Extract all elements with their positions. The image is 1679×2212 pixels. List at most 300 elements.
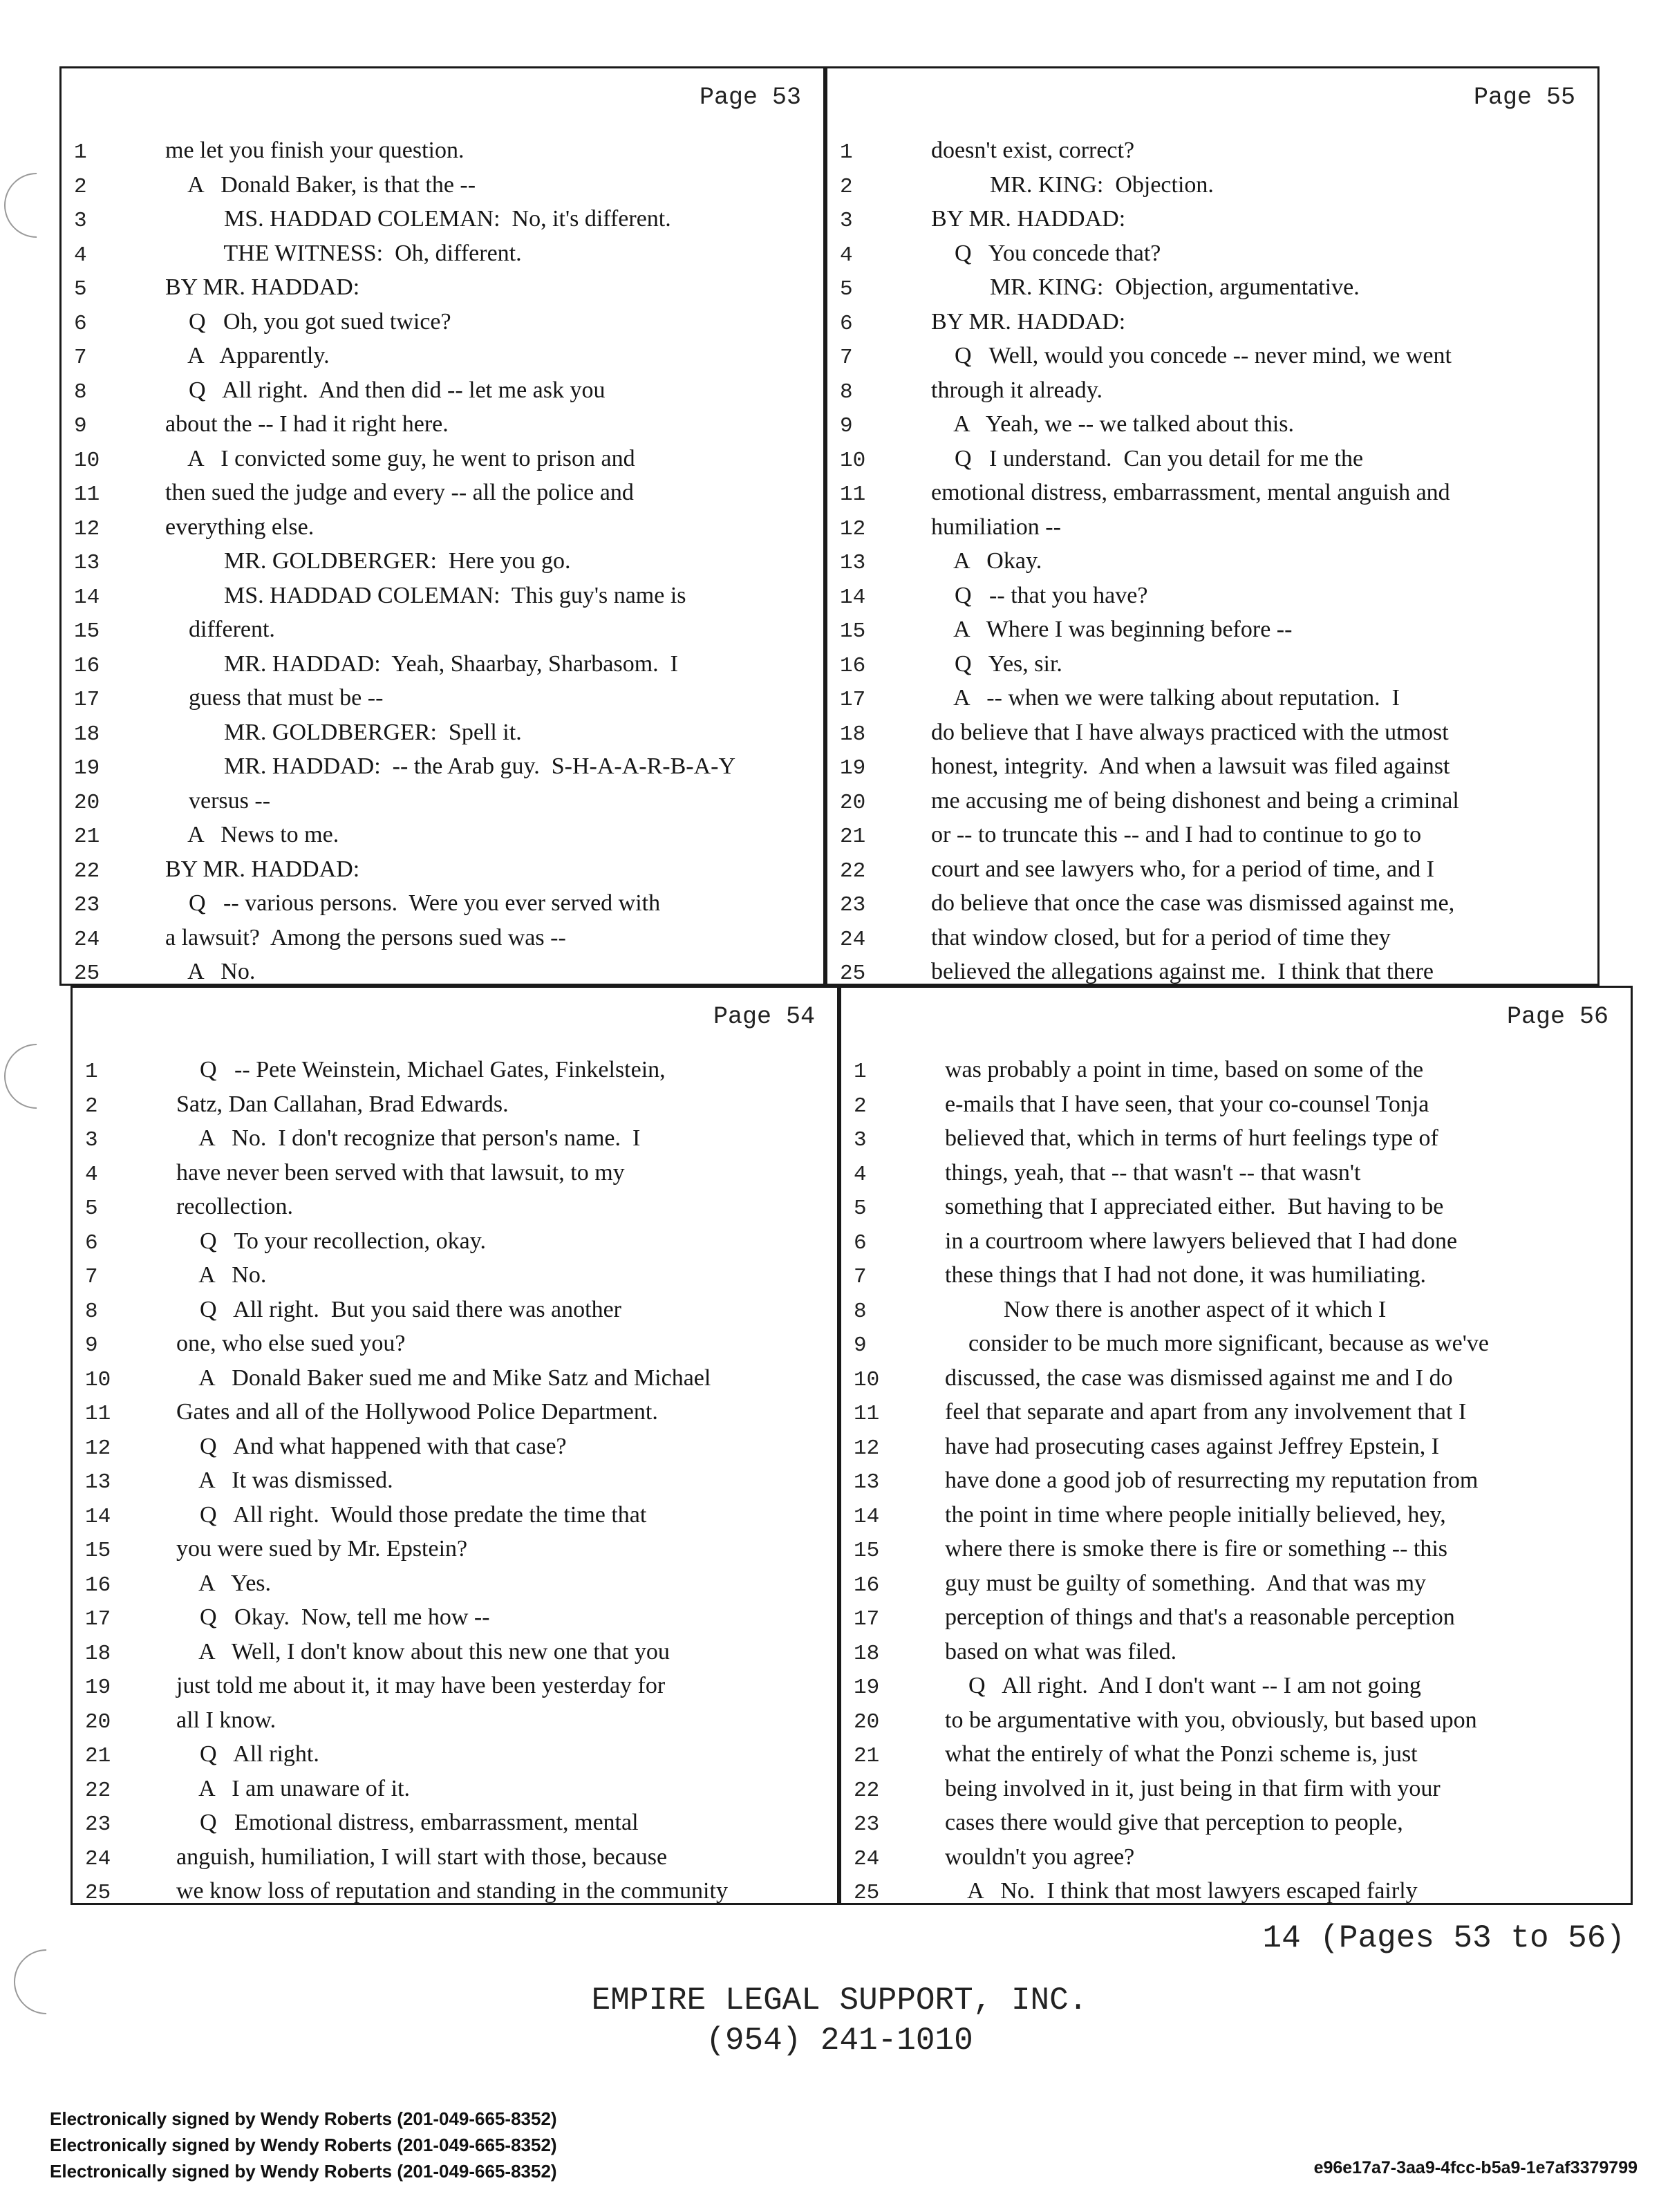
line-text: Q I understand. Can you detail for me the — [931, 445, 1364, 471]
transcript-line — [841, 1123, 1631, 1157]
line-number: 24 — [840, 927, 866, 952]
transcript-line — [62, 477, 823, 512]
transcript-line — [73, 1636, 837, 1671]
transcript-line — [841, 1841, 1631, 1876]
transcript-quadrant-page-55 — [825, 66, 1600, 986]
line-text: BY MR. HADDAD: — [165, 274, 360, 300]
transcript-line — [827, 477, 1597, 512]
line-text: these things that I had not done, it was humiliating. — [945, 1262, 1426, 1288]
line-text: honest, integrity. And when a lawsuit was filed against — [931, 753, 1450, 779]
line-text: believed that, which in terms of hurt feelings type of — [945, 1125, 1438, 1151]
line-number: 3 — [840, 209, 853, 233]
page-label: Page 54 — [713, 1003, 815, 1031]
line-number: 18 — [74, 722, 100, 747]
line-number: 10 — [74, 448, 100, 473]
line-number: 19 — [854, 1676, 880, 1700]
line-text: consider to be much more significant, because as we've — [945, 1331, 1489, 1356]
line-text: A No. — [165, 959, 256, 984]
transcript-line — [73, 1499, 837, 1534]
line-number: 7 — [85, 1265, 98, 1289]
line-number: 13 — [854, 1470, 880, 1494]
transcript-line — [827, 922, 1597, 957]
line-text: Q -- various persons. Were you ever served with — [165, 890, 661, 916]
line-number: 9 — [840, 414, 853, 438]
line-text: guess that must be -- — [165, 685, 384, 711]
line-text: cases there would give that perception to people, — [945, 1810, 1403, 1835]
transcript-quadrant-page-56 — [839, 986, 1633, 1905]
line-number: 3 — [854, 1128, 867, 1152]
line-text: Q Okay. Now, tell me how -- — [176, 1604, 490, 1630]
transcript-line — [62, 819, 823, 854]
line-text: Q Oh, you got sued twice? — [165, 308, 451, 335]
line-number: 11 — [85, 1402, 111, 1426]
line-text: versus -- — [165, 787, 271, 814]
line-text: MS. HADDAD COLEMAN: No, it's different. — [165, 206, 671, 232]
transcript-line — [827, 375, 1597, 409]
line-text: MR. GOLDBERGER: Here you go. — [165, 548, 571, 574]
transcript-line — [62, 888, 823, 922]
transcript-line — [827, 785, 1597, 820]
transcript-line — [841, 1157, 1631, 1192]
line-text: have never been served with that lawsuit, to my — [176, 1159, 625, 1185]
line-number: 21 — [85, 1744, 111, 1768]
transcript-line — [827, 751, 1597, 785]
line-number: 11 — [854, 1402, 880, 1426]
line-text: Q Emotional distress, embarrassment, mental — [176, 1810, 639, 1835]
line-text: through it already. — [931, 377, 1103, 403]
transcript-line — [73, 1191, 837, 1226]
transcript-line — [73, 1396, 837, 1431]
transcript-line — [62, 785, 823, 820]
company-name: EMPIRE LEGAL SUPPORT, INC. — [591, 1983, 1088, 2018]
line-number: 5 — [85, 1197, 98, 1221]
line-text: A Yes. — [176, 1570, 272, 1596]
line-number: 20 — [840, 790, 866, 815]
line-number: 20 — [74, 790, 100, 815]
line-text: being involved in it, just being in that firm with your — [945, 1775, 1441, 1801]
line-text: Q -- that you have? — [931, 582, 1148, 608]
line-text: different. — [165, 617, 275, 642]
transcript-line — [73, 1465, 837, 1499]
line-number: 4 — [85, 1162, 98, 1187]
electronic-signature-line: Electronically signed by Wendy Roberts (201-049-665-8352) — [50, 2161, 557, 2182]
line-number: 2 — [74, 174, 87, 199]
line-text: A Well, I don't know about this new one that you — [176, 1638, 670, 1665]
line-number: 22 — [840, 859, 866, 883]
line-text: one, who else sued you? — [176, 1331, 406, 1356]
line-text: Q All right. Would those predate the time that — [176, 1501, 647, 1528]
line-number: 15 — [85, 1539, 111, 1563]
transcript-line — [841, 1396, 1631, 1431]
line-number: 18 — [840, 722, 866, 747]
transcript-line — [73, 1328, 837, 1362]
transcript-line — [827, 614, 1597, 648]
line-text: in a courtroom where lawyers believed that I had done — [945, 1228, 1458, 1254]
line-number: 21 — [74, 825, 100, 849]
line-number: 19 — [840, 756, 866, 780]
electronic-signature-line: Electronically signed by Wendy Roberts (201-049-665-8352) — [50, 2108, 557, 2129]
transcript-line — [73, 1226, 837, 1260]
line-number: 9 — [74, 414, 87, 438]
line-number: 2 — [854, 1094, 867, 1118]
line-number: 3 — [85, 1128, 98, 1152]
line-number: 23 — [74, 893, 100, 917]
transcript-line — [841, 1807, 1631, 1841]
transcript-line — [841, 1568, 1631, 1602]
line-number: 15 — [854, 1539, 880, 1563]
line-text: Q You concede that? — [931, 240, 1161, 266]
company-phone: (954) 241-1010 — [706, 2022, 973, 2059]
line-number: 18 — [85, 1641, 111, 1666]
transcript-line — [73, 1431, 837, 1465]
transcript-line — [841, 1738, 1631, 1773]
transcript-line — [73, 1670, 837, 1705]
transcript-line — [827, 409, 1597, 443]
line-text: the point in time where people initially believed, hey, — [945, 1501, 1446, 1528]
line-number: 1 — [854, 1060, 867, 1084]
transcript-line — [62, 443, 823, 478]
line-text: about the -- I had it right here. — [165, 411, 449, 437]
line-text: do believe that I have always practiced with the utmost — [931, 719, 1449, 745]
line-number: 19 — [74, 756, 100, 780]
line-number: 4 — [854, 1162, 867, 1187]
line-number: 20 — [854, 1709, 880, 1734]
transcript-line — [73, 1054, 837, 1089]
line-number: 13 — [840, 551, 866, 575]
transcript-line — [62, 409, 823, 443]
transcript-line — [73, 1705, 837, 1739]
line-text: A Donald Baker sued me and Mike Satz and Michael — [176, 1365, 711, 1391]
transcript-line — [841, 1465, 1631, 1499]
line-number: 17 — [840, 688, 866, 712]
line-text: A No. I don't recognize that person's name. I — [176, 1125, 641, 1151]
line-number: 13 — [74, 551, 100, 575]
line-text: Q And what happened with that case? — [176, 1433, 567, 1459]
transcript-line — [841, 1328, 1631, 1362]
line-text: anguish, humiliation, I will start with those, because — [176, 1844, 668, 1870]
line-number: 5 — [854, 1197, 867, 1221]
line-text: just told me about it, it may have been yesterday for — [176, 1673, 666, 1698]
line-number: 24 — [85, 1846, 111, 1871]
line-number: 7 — [74, 346, 87, 370]
line-number: 21 — [840, 825, 866, 849]
line-number: 1 — [85, 1060, 98, 1084]
line-text: to be argumentative with you, obviously, but based upon — [945, 1707, 1477, 1733]
line-number: 24 — [854, 1846, 880, 1871]
line-text: BY MR. HADDAD: — [931, 206, 1126, 232]
transcript-lines — [841, 1054, 1631, 1910]
line-number: 10 — [854, 1367, 880, 1392]
line-text: BY MR. HADDAD: — [931, 308, 1126, 335]
line-number: 3 — [74, 209, 87, 233]
line-text: based on what was filed. — [945, 1638, 1177, 1665]
transcript-line — [62, 717, 823, 751]
transcript-line — [73, 1533, 837, 1568]
transcript-line — [73, 1157, 837, 1192]
line-text: recollection. — [176, 1194, 293, 1219]
transcript-line — [73, 1841, 837, 1876]
line-text: Q Well, would you concede -- never mind, we went — [931, 343, 1452, 368]
line-number: 5 — [840, 277, 853, 301]
line-number: 8 — [854, 1299, 867, 1324]
transcript-line — [62, 545, 823, 580]
line-text: A I am unaware of it. — [176, 1775, 411, 1801]
transcript-line — [841, 1636, 1631, 1671]
transcript-line — [841, 1602, 1631, 1636]
transcript-line — [827, 203, 1597, 238]
line-text: Gates and all of the Hollywood Police Department. — [176, 1399, 658, 1425]
line-number: 11 — [840, 482, 866, 507]
transcript-line — [827, 545, 1597, 580]
transcript-line — [827, 648, 1597, 683]
line-number: 1 — [840, 140, 853, 165]
transcript-line — [841, 1362, 1631, 1397]
line-text: A Where I was beginning before -- — [931, 617, 1293, 642]
transcript-line — [841, 1431, 1631, 1465]
line-text: A No. I think that most lawyers escaped fairly — [945, 1878, 1418, 1904]
transcript-line — [827, 443, 1597, 478]
transcript-line — [62, 203, 823, 238]
line-text: guy must be guilty of something. And that was my — [945, 1570, 1427, 1596]
line-text: THE WITNESS: Oh, different. — [165, 240, 522, 266]
line-number: 6 — [840, 311, 853, 336]
line-text: believed the allegations against me. I think that there — [931, 959, 1434, 984]
line-number: 20 — [85, 1709, 111, 1734]
line-number: 6 — [854, 1230, 867, 1255]
line-text: A -- when we were talking about reputation. I — [931, 685, 1400, 711]
line-number: 12 — [840, 516, 866, 541]
line-number: 10 — [840, 448, 866, 473]
line-number: 21 — [854, 1744, 880, 1768]
transcript-line — [841, 1533, 1631, 1568]
line-number: 15 — [840, 619, 866, 644]
footer-company-block — [0, 1981, 1679, 2061]
line-text: Q All right. And then did -- let me ask you — [165, 377, 606, 403]
line-text: Q Yes, sir. — [931, 650, 1062, 677]
line-text: Q All right. And I don't want -- I am not going — [945, 1673, 1421, 1698]
line-number: 7 — [840, 346, 853, 370]
transcript-line — [827, 854, 1597, 888]
line-number: 14 — [840, 585, 866, 610]
line-text: then sued the judge and every -- all the police and — [165, 480, 634, 505]
line-text: Satz, Dan Callahan, Brad Edwards. — [176, 1091, 509, 1117]
transcript-lines — [827, 135, 1597, 991]
transcript-line — [62, 169, 823, 204]
transcript-line — [841, 1054, 1631, 1089]
transcript-line — [841, 1226, 1631, 1260]
line-text: A It was dismissed. — [176, 1468, 393, 1493]
transcript-line — [62, 340, 823, 375]
line-number: 12 — [85, 1436, 111, 1461]
transcript-line — [73, 1807, 837, 1841]
line-number: 25 — [74, 962, 100, 986]
transcript-line — [62, 648, 823, 683]
transcript-line — [827, 306, 1597, 341]
transcript-line — [827, 717, 1597, 751]
line-number: 11 — [74, 482, 100, 507]
transcript-line — [827, 682, 1597, 717]
line-number: 2 — [840, 174, 853, 199]
electronic-signature-line: Electronically signed by Wendy Roberts (201-049-665-8352) — [50, 2135, 557, 2155]
line-text: Q All right. — [176, 1741, 319, 1767]
line-text: that window closed, but for a period of time they — [931, 924, 1391, 950]
transcript-line — [827, 169, 1597, 204]
page-label: Page 56 — [1506, 1003, 1608, 1031]
line-text: have had prosecuting cases against Jeffrey Epstein, I — [945, 1433, 1440, 1459]
line-text: MR. HADDAD: Yeah, Shaarbay, Sharbasom. I — [165, 650, 678, 677]
line-text: A I convicted some guy, he went to prison and — [165, 445, 635, 471]
transcript-line — [73, 1362, 837, 1397]
line-number: 12 — [854, 1436, 880, 1461]
transcript-line — [73, 1568, 837, 1602]
transcript-line — [73, 1294, 837, 1329]
line-text: Q To your recollection, okay. — [176, 1228, 487, 1254]
line-number: 17 — [74, 688, 100, 712]
transcript-line — [62, 614, 823, 648]
page-label: Page 55 — [1473, 84, 1575, 111]
line-number: 4 — [840, 243, 853, 268]
line-text: perception of things and that's a reasonable perception — [945, 1604, 1455, 1630]
transcript-line — [62, 922, 823, 957]
line-text: humiliation -- — [931, 514, 1061, 540]
transcript-line — [62, 238, 823, 272]
line-text: BY MR. HADDAD: — [165, 856, 360, 882]
line-number: 25 — [854, 1881, 880, 1905]
transcript-line — [62, 580, 823, 615]
transcript-line — [841, 1705, 1631, 1739]
line-text: MS. HADDAD COLEMAN: This guy's name is — [165, 582, 686, 608]
line-number: 19 — [85, 1676, 111, 1700]
page-label: Page 53 — [699, 84, 801, 111]
line-number: 2 — [85, 1094, 98, 1118]
line-text: MR. HADDAD: -- the Arab guy. S-H-A-A-R-B-A-Y — [165, 753, 736, 779]
line-text: all I know. — [176, 1707, 276, 1733]
line-number: 18 — [854, 1641, 880, 1666]
line-text: doesn't exist, correct? — [931, 138, 1135, 163]
line-text: something that I appreciated either. But having to be — [945, 1194, 1444, 1219]
line-text: court and see lawyers who, for a period of time, and I — [931, 856, 1434, 882]
transcript-line — [841, 1670, 1631, 1705]
line-number: 9 — [854, 1333, 867, 1358]
transcript-line — [73, 1259, 837, 1294]
line-text: e-mails that I have seen, that your co-counsel Tonja — [945, 1091, 1429, 1117]
transcript-line — [827, 512, 1597, 546]
line-number: 7 — [854, 1265, 867, 1289]
line-text: me accusing me of being dishonest and being a criminal — [931, 787, 1459, 814]
line-number: 24 — [74, 927, 100, 952]
transcript-line — [841, 1773, 1631, 1808]
transcript-line — [73, 1089, 837, 1123]
line-number: 23 — [840, 893, 866, 917]
transcript-line — [62, 682, 823, 717]
line-number: 16 — [85, 1573, 111, 1597]
transcript-line — [73, 1738, 837, 1773]
transcript-line — [827, 819, 1597, 854]
line-text: A News to me. — [165, 822, 339, 847]
line-number: 1 — [74, 140, 87, 165]
line-number: 23 — [85, 1812, 111, 1837]
transcript-lines — [62, 135, 823, 991]
line-text: Q All right. But you said there was another — [176, 1296, 622, 1322]
transcript-quadrant-page-54 — [71, 986, 839, 1905]
line-number: 8 — [85, 1299, 98, 1324]
line-number: 16 — [74, 653, 100, 678]
line-text: MR. KING: Objection, argumentative. — [931, 274, 1360, 300]
line-number: 17 — [85, 1607, 111, 1631]
line-number: 16 — [840, 653, 866, 678]
line-text: A Okay. — [931, 548, 1042, 574]
line-text: MR. KING: Objection. — [931, 171, 1214, 198]
line-text: me let you finish your question. — [165, 138, 465, 163]
line-text: A Donald Baker, is that the -- — [165, 171, 476, 198]
transcript-line — [827, 580, 1597, 615]
transcript-line — [841, 1191, 1631, 1226]
transcript-line — [73, 1123, 837, 1157]
line-text: where there is smoke there is fire or something -- this — [945, 1536, 1448, 1562]
footer-page-range: 14 (Pages 53 to 56) — [1262, 1920, 1625, 1956]
transcript-line — [841, 1294, 1631, 1329]
line-text: A Apparently. — [165, 343, 330, 368]
line-number: 4 — [74, 243, 87, 268]
transcript-line — [62, 854, 823, 888]
line-number: 25 — [85, 1881, 111, 1905]
transcript-line — [841, 1499, 1631, 1534]
line-text: A Yeah, we -- we talked about this. — [931, 411, 1295, 437]
line-text: everything else. — [165, 514, 315, 540]
line-text: was probably a point in time, based on some of the — [945, 1057, 1424, 1082]
document-hash: e96e17a7-3aa9-4fcc-b5a9-1e7af3379799 — [1313, 2158, 1638, 2177]
line-number: 15 — [74, 619, 100, 644]
line-number: 6 — [85, 1230, 98, 1255]
line-text: do believe that once the case was dismissed against me, — [931, 890, 1455, 916]
line-text: feel that separate and apart from any involvement that I — [945, 1399, 1467, 1425]
line-number: 12 — [74, 516, 100, 541]
line-text: wouldn't you agree? — [945, 1844, 1135, 1870]
line-number: 10 — [85, 1367, 111, 1392]
line-number: 8 — [74, 379, 87, 404]
line-text: discussed, the case was dismissed against me and I do — [945, 1365, 1453, 1391]
transcript-line — [73, 1602, 837, 1636]
line-text: things, yeah, that -- that wasn't -- that wasn't — [945, 1159, 1361, 1185]
transcript-line — [62, 751, 823, 785]
line-number: 14 — [85, 1504, 111, 1529]
line-number: 9 — [85, 1333, 98, 1358]
line-number: 14 — [74, 585, 100, 610]
line-text: we know loss of reputation and standing in the community — [176, 1878, 728, 1904]
transcript-line — [827, 238, 1597, 272]
transcript-line — [841, 1875, 1631, 1910]
transcript-line — [827, 888, 1597, 922]
line-text: a lawsuit? Among the persons sued was -- — [165, 924, 566, 950]
line-text: or -- to truncate this -- and I had to continue to go to — [931, 822, 1422, 847]
transcript-lines — [73, 1054, 837, 1910]
line-number: 22 — [85, 1778, 111, 1803]
transcript-line — [827, 272, 1597, 306]
line-number: 22 — [74, 859, 100, 883]
line-text: emotional distress, embarrassment, mental anguish and — [931, 480, 1450, 505]
line-text: Now there is another aspect of it which I — [945, 1296, 1387, 1322]
transcript-line — [827, 135, 1597, 169]
line-number: 17 — [854, 1607, 880, 1631]
line-text: what the entirely of what the Ponzi scheme is, just — [945, 1741, 1418, 1767]
transcript-line — [62, 512, 823, 546]
signature-block — [50, 2106, 557, 2184]
line-number: 25 — [840, 962, 866, 986]
transcript-line — [73, 1773, 837, 1808]
line-number: 16 — [854, 1573, 880, 1597]
line-number: 8 — [840, 379, 853, 404]
line-text: Q -- Pete Weinstein, Michael Gates, Finkelstein, — [176, 1057, 666, 1082]
